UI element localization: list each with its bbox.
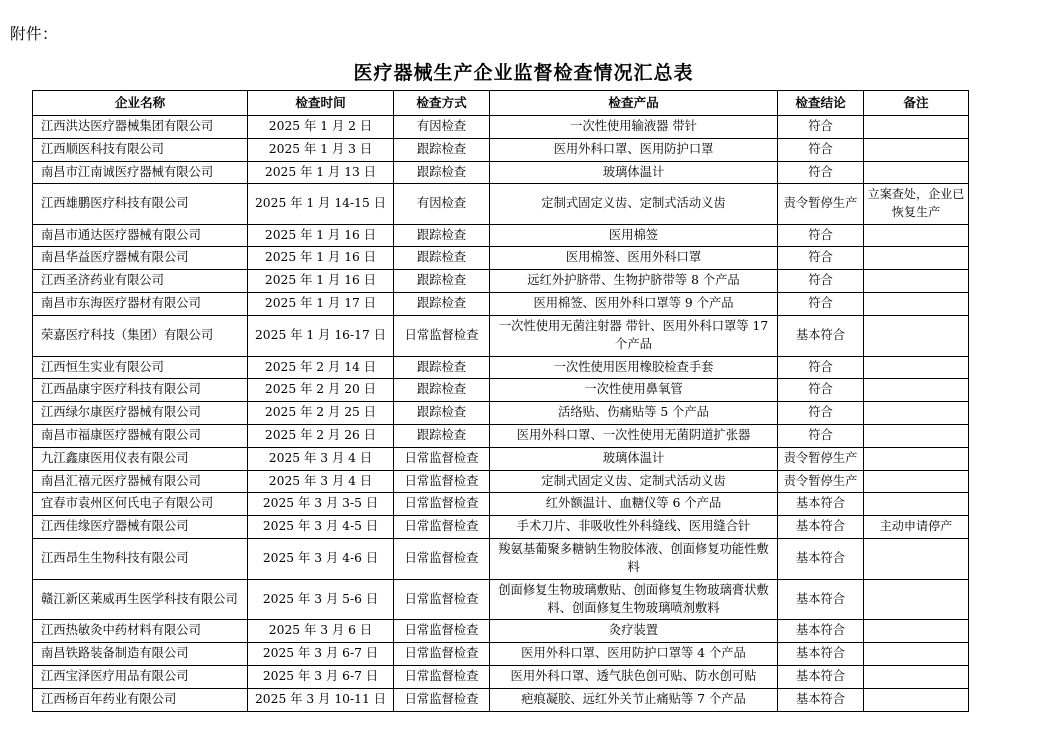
cell-company-name: 荣嘉医疗科技（集团）有限公司	[33, 315, 248, 356]
cell-inspection-method: 日常监督检查	[394, 579, 490, 620]
cell-inspected-product: 手术刀片、非吸收性外科缝线、医用缝合针	[490, 516, 778, 539]
cell-conclusion: 基本符合	[778, 579, 864, 620]
cell-remark	[864, 425, 969, 448]
cell-inspection-date: 2025 年 1 月 16 日	[248, 270, 394, 293]
table-row	[33, 643, 969, 666]
cell-conclusion: 基本符合	[778, 688, 864, 711]
cell-remark	[864, 270, 969, 293]
inspection-summary-table	[32, 90, 969, 712]
table-row	[33, 666, 969, 689]
cell-remark: 立案查处，企业已恢复生产	[864, 184, 969, 224]
cell-company-name: 江西洪达医疗器械集团有限公司	[33, 116, 248, 139]
cell-inspection-method: 日常监督检查	[394, 315, 490, 356]
cell-conclusion: 符合	[778, 293, 864, 316]
cell-company-name: 江西晶康宇医疗科技有限公司	[33, 379, 248, 402]
cell-inspection-method: 日常监督检查	[394, 447, 490, 470]
cell-company-name: 南昌市福康医疗器械有限公司	[33, 425, 248, 448]
cell-inspection-date: 2025 年 1 月 16-17 日	[248, 315, 394, 356]
cell-company-name: 南昌铁路装备制造有限公司	[33, 643, 248, 666]
cell-inspection-method: 跟踪检查	[394, 356, 490, 379]
cell-conclusion: 基本符合	[778, 620, 864, 643]
cell-inspected-product: 医用棉签、医用外科口罩	[490, 247, 778, 270]
cell-remark	[864, 620, 969, 643]
cell-inspection-method: 跟踪检查	[394, 247, 490, 270]
table-row	[33, 315, 969, 356]
cell-inspection-date: 2025 年 3 月 3-5 日	[248, 493, 394, 516]
cell-inspection-method: 跟踪检查	[394, 425, 490, 448]
cell-inspection-date: 2025 年 1 月 2 日	[248, 116, 394, 139]
cell-company-name: 江西绿尔康医疗器械有限公司	[33, 402, 248, 425]
cell-inspection-method: 跟踪检查	[394, 161, 490, 184]
cell-conclusion: 基本符合	[778, 315, 864, 356]
cell-inspection-method: 有因检查	[394, 116, 490, 139]
cell-remark	[864, 161, 969, 184]
cell-remark	[864, 643, 969, 666]
cell-company-name: 江西昂生生物科技有限公司	[33, 539, 248, 580]
cell-company-name: 江西顺医科技有限公司	[33, 138, 248, 161]
cell-inspected-product: 定制式固定义齿、定制式活动义齿	[490, 470, 778, 493]
cell-company-name: 江西宝泽医疗用品有限公司	[33, 666, 248, 689]
table-row	[33, 293, 969, 316]
cell-inspected-product: 一次性使用医用橡胶检查手套	[490, 356, 778, 379]
cell-conclusion: 符合	[778, 270, 864, 293]
cell-company-name: 江西杨百年药业有限公司	[33, 688, 248, 711]
cell-inspection-date: 2025 年 2 月 20 日	[248, 379, 394, 402]
cell-conclusion: 符合	[778, 247, 864, 270]
cell-conclusion: 符合	[778, 356, 864, 379]
cell-remark	[864, 315, 969, 356]
cell-conclusion: 符合	[778, 224, 864, 247]
table-body	[33, 116, 969, 712]
table-row	[33, 688, 969, 711]
cell-inspection-date: 2025 年 3 月 4 日	[248, 447, 394, 470]
cell-remark: 主动申请停产	[864, 516, 969, 539]
cell-conclusion: 基本符合	[778, 493, 864, 516]
cell-conclusion: 基本符合	[778, 666, 864, 689]
cell-inspected-product: 灸疗装置	[490, 620, 778, 643]
cell-company-name: 宜春市袁州区何氏电子有限公司	[33, 493, 248, 516]
cell-inspection-method: 日常监督检查	[394, 620, 490, 643]
cell-company-name: 江西恒生实业有限公司	[33, 356, 248, 379]
cell-remark	[864, 224, 969, 247]
cell-inspection-method: 日常监督检查	[394, 643, 490, 666]
attachment-label: 附件：	[10, 25, 59, 43]
cell-inspected-product: 医用外科口罩、医用防护口罩	[490, 138, 778, 161]
cell-company-name: 江西热敏灸中药材料有限公司	[33, 620, 248, 643]
cell-inspection-method: 有因检查	[394, 184, 490, 224]
table-row	[33, 379, 969, 402]
cell-inspected-product: 医用外科口罩、透气肤色创可贴、防水创可贴	[490, 666, 778, 689]
table-row	[33, 447, 969, 470]
cell-remark	[864, 293, 969, 316]
cell-inspected-product: 一次性使用输液器 带针	[490, 116, 778, 139]
cell-remark	[864, 379, 969, 402]
cell-inspection-date: 2025 年 1 月 3 日	[248, 138, 394, 161]
cell-remark	[864, 493, 969, 516]
cell-remark	[864, 666, 969, 689]
cell-inspection-date: 2025 年 3 月 4 日	[248, 470, 394, 493]
cell-remark	[864, 116, 969, 139]
cell-inspection-date: 2025 年 3 月 4-5 日	[248, 516, 394, 539]
cell-remark	[864, 470, 969, 493]
table-row	[33, 425, 969, 448]
cell-inspected-product: 羧氨基葡聚多糖钠生物胶体液、创面修复功能性敷料	[490, 539, 778, 580]
cell-inspected-product: 创面修复生物玻璃敷贴、创面修复生物玻璃膏状敷料、创面修复生物玻璃喷剂敷料	[490, 579, 778, 620]
cell-inspection-date: 2025 年 2 月 25 日	[248, 402, 394, 425]
table-row	[33, 493, 969, 516]
page-title: 医疗器械生产企业监督检查情况汇总表	[353, 62, 694, 84]
cell-inspected-product: 玻璃体温计	[490, 161, 778, 184]
cell-company-name: 南昌华益医疗器械有限公司	[33, 247, 248, 270]
cell-inspection-method: 跟踪检查	[394, 379, 490, 402]
cell-conclusion: 责令暂停生产	[778, 184, 864, 224]
table-row	[33, 184, 969, 224]
cell-inspected-product: 红外额温计、血糖仪等 6 个产品	[490, 493, 778, 516]
cell-inspected-product: 疤痕凝胶、远红外关节止痛贴等 7 个产品	[490, 688, 778, 711]
cell-inspection-method: 日常监督检查	[394, 666, 490, 689]
table-row	[33, 470, 969, 493]
cell-inspected-product: 医用棉签	[490, 224, 778, 247]
cell-inspection-method: 跟踪检查	[394, 270, 490, 293]
cell-inspection-method: 日常监督检查	[394, 688, 490, 711]
cell-inspected-product: 定制式固定义齿、定制式活动义齿	[490, 184, 778, 224]
cell-remark	[864, 402, 969, 425]
cell-remark	[864, 247, 969, 270]
cell-inspected-product: 医用棉签、医用外科口罩等 9 个产品	[490, 293, 778, 316]
cell-conclusion: 责令暂停生产	[778, 447, 864, 470]
cell-inspection-date: 2025 年 3 月 6-7 日	[248, 666, 394, 689]
cell-company-name: 江西圣济药业有限公司	[33, 270, 248, 293]
cell-inspection-date: 2025 年 1 月 16 日	[248, 247, 394, 270]
cell-inspection-method: 跟踪检查	[394, 402, 490, 425]
cell-inspection-method: 日常监督检查	[394, 516, 490, 539]
cell-conclusion: 符合	[778, 402, 864, 425]
cell-conclusion: 符合	[778, 379, 864, 402]
table-row	[33, 516, 969, 539]
table-row	[33, 402, 969, 425]
cell-inspected-product: 一次性使用无菌注射器 带针、医用外科口罩等 17 个产品	[490, 315, 778, 356]
cell-company-name: 赣江新区莱威再生医学科技有限公司	[33, 579, 248, 620]
cell-conclusion: 符合	[778, 138, 864, 161]
cell-inspection-method: 日常监督检查	[394, 470, 490, 493]
cell-inspection-date: 2025 年 1 月 17 日	[248, 293, 394, 316]
cell-remark	[864, 447, 969, 470]
table-row	[33, 224, 969, 247]
cell-company-name: 南昌汇禧元医疗器械有限公司	[33, 470, 248, 493]
cell-conclusion: 符合	[778, 425, 864, 448]
cell-remark	[864, 356, 969, 379]
table-row	[33, 247, 969, 270]
table-row	[33, 356, 969, 379]
cell-inspected-product: 玻璃体温计	[490, 447, 778, 470]
cell-inspection-method: 跟踪检查	[394, 224, 490, 247]
cell-inspection-method: 日常监督检查	[394, 493, 490, 516]
cell-remark	[864, 688, 969, 711]
cell-inspection-date: 2025 年 1 月 13 日	[248, 161, 394, 184]
cell-conclusion: 基本符合	[778, 516, 864, 539]
cell-remark	[864, 579, 969, 620]
cell-inspected-product: 医用外科口罩、医用防护口罩等 4 个产品	[490, 643, 778, 666]
cell-inspected-product: 远红外护脐带、生物护脐带等 8 个产品	[490, 270, 778, 293]
cell-inspection-method: 日常监督检查	[394, 539, 490, 580]
cell-remark	[864, 539, 969, 580]
column-header-conclusion: 检查结论	[778, 91, 864, 116]
column-header-inspected-product: 检查产品	[490, 91, 778, 116]
cell-company-name: 江西雄鹏医疗科技有限公司	[33, 184, 248, 224]
cell-inspection-date: 2025 年 3 月 5-6 日	[248, 579, 394, 620]
table-header	[33, 91, 969, 116]
cell-inspected-product: 活络贴、伤痛贴等 5 个产品	[490, 402, 778, 425]
cell-conclusion: 符合	[778, 116, 864, 139]
cell-inspection-method: 跟踪检查	[394, 293, 490, 316]
cell-inspection-date: 2025 年 3 月 6-7 日	[248, 643, 394, 666]
cell-inspection-date: 2025 年 1 月 16 日	[248, 224, 394, 247]
cell-inspected-product: 一次性使用鼻氧管	[490, 379, 778, 402]
cell-remark	[864, 138, 969, 161]
column-header-inspection-date: 检查时间	[248, 91, 394, 116]
table-row	[33, 138, 969, 161]
cell-conclusion: 基本符合	[778, 539, 864, 580]
cell-inspection-date: 2025 年 2 月 26 日	[248, 425, 394, 448]
cell-conclusion: 责令暂停生产	[778, 470, 864, 493]
table-header-row	[33, 91, 969, 116]
table-row	[33, 116, 969, 139]
table-row	[33, 270, 969, 293]
table-row	[33, 161, 969, 184]
column-header-company-name: 企业名称	[33, 91, 248, 116]
cell-inspection-date: 2025 年 3 月 6 日	[248, 620, 394, 643]
summary-table-container	[32, 90, 968, 712]
table-row	[33, 579, 969, 620]
cell-inspection-date: 2025 年 3 月 4-6 日	[248, 539, 394, 580]
cell-inspection-date: 2025 年 3 月 10-11 日	[248, 688, 394, 711]
cell-inspected-product: 医用外科口罩、一次性使用无菌阴道扩张器	[490, 425, 778, 448]
table-row	[33, 620, 969, 643]
cell-company-name: 江西佳缘医疗器械有限公司	[33, 516, 248, 539]
column-header-inspection-method: 检查方式	[394, 91, 490, 116]
cell-company-name: 九江鑫康医用仪表有限公司	[33, 447, 248, 470]
cell-inspection-date: 2025 年 1 月 14-15 日	[248, 184, 394, 224]
cell-inspection-method: 跟踪检查	[394, 138, 490, 161]
column-header-remark: 备注	[864, 91, 969, 116]
cell-inspection-date: 2025 年 2 月 14 日	[248, 356, 394, 379]
cell-company-name: 南昌市通达医疗器械有限公司	[33, 224, 248, 247]
table-row	[33, 539, 969, 580]
cell-company-name: 南昌市江南诚医疗器械有限公司	[33, 161, 248, 184]
cell-conclusion: 符合	[778, 161, 864, 184]
cell-company-name: 南昌市东海医疗器材有限公司	[33, 293, 248, 316]
cell-conclusion: 基本符合	[778, 643, 864, 666]
